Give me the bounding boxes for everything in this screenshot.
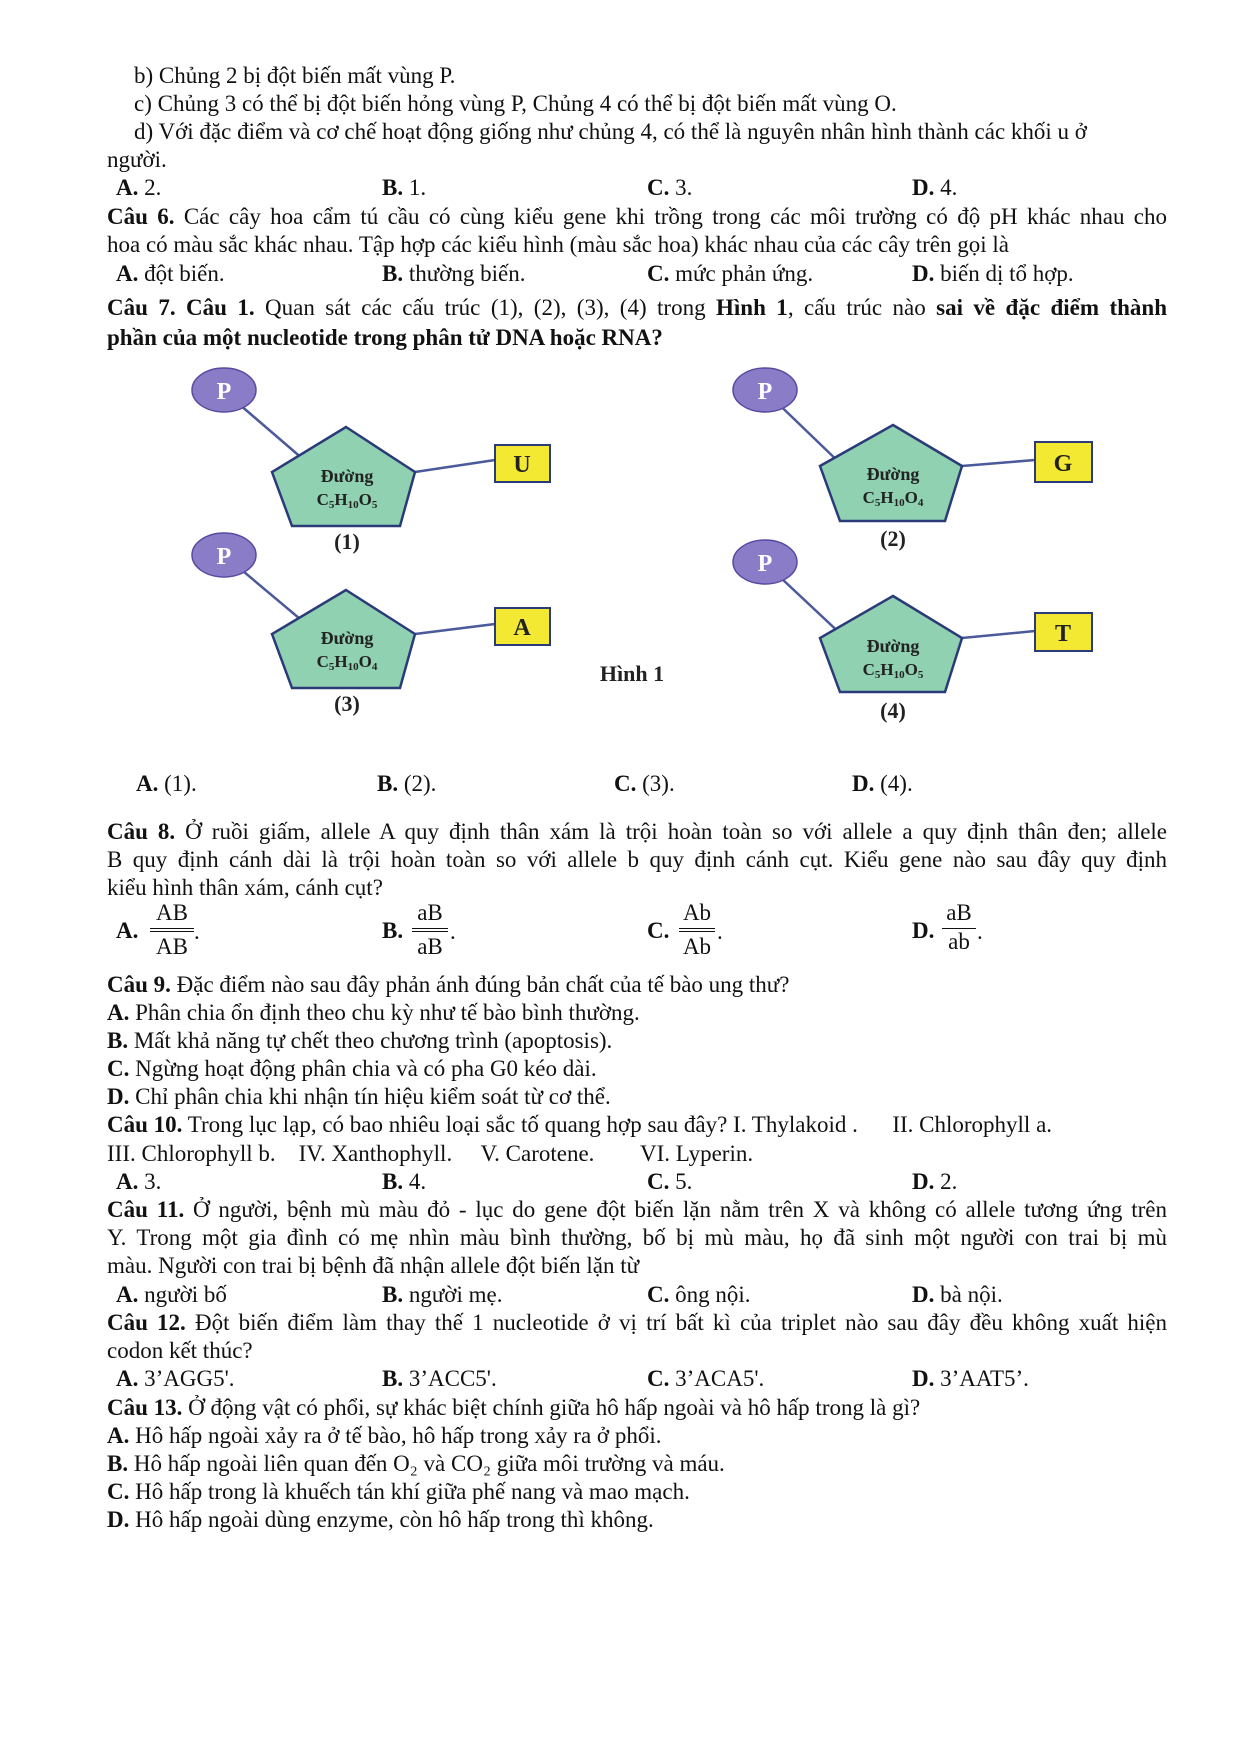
question-12-text: Câu 12. Đột biến điểm làm thay thế 1 nucleotide ở vị trí bất kì của triplet nào sau đây đều không xuất hiện <box>107 1310 1167 1335</box>
nucleotide-figure <box>0 0 1241 760</box>
genotype-fraction: aB aB <box>412 900 448 960</box>
answer-option-label: B. <box>382 918 404 943</box>
answer-option: B. 4. <box>382 1169 427 1194</box>
answer-option: B. Mất khả năng tự chết theo chương trình (apoptosis). <box>107 1028 613 1053</box>
answer-option: B. người mẹ. <box>382 1282 503 1307</box>
answer-option: C. 3’ACA5'. <box>647 1366 765 1391</box>
answer-option: A. 2. <box>116 175 162 200</box>
punctuation: . <box>450 919 456 944</box>
figure-caption: Hình 1 <box>599 661 665 686</box>
question-11-text: Câu 11. Ở người, bệnh mù màu đỏ - lục do gene đột biến lặn nằm trên X và không có allele tương ứng trên <box>107 1197 1168 1222</box>
question-10-text: Câu 10. Trong lục lạp, có bao nhiêu loại sắc tố quang hợp sau đây? I. Thylakoid . II. Chlorophyll a. <box>107 1112 1053 1137</box>
answer-option: D. 3’AAT5’. <box>912 1366 1029 1391</box>
structure-label: (3) <box>334 691 360 716</box>
structure-label: (2) <box>880 526 906 551</box>
question-6-text-cont: hoa có màu sắc khác nhau. Tập hợp các kiểu hình (màu sắc hoa) khác nhau của các cây trên gọi là <box>107 232 1009 257</box>
base-label: G <box>1053 451 1073 477</box>
answer-option: B. 3’ACC5'. <box>382 1366 497 1391</box>
genotype-fraction: aB ab <box>942 900 976 955</box>
answer-option: D. (4). <box>852 771 913 796</box>
answer-option: B. 1. <box>382 175 427 200</box>
answer-option: D. biến dị tổ hợp. <box>912 261 1074 286</box>
question-7-text-cont: phần của một nucleotide trong phân tử DNA hoặc RNA? <box>107 325 663 350</box>
answer-option: C. mức phản ứng. <box>647 261 814 286</box>
answer-option: B. thường biến. <box>382 261 526 286</box>
answer-option: B. Hô hấp ngoài liên quan đến O₂ và CO₂ giữa môi trường và máu. <box>107 1451 725 1476</box>
structure-label: (4) <box>880 698 906 723</box>
answer-option: D. Hô hấp ngoài dùng enzyme, còn hô hấp trong thì không. <box>107 1507 654 1532</box>
punctuation: . <box>717 919 723 944</box>
question-8-text: Câu 8. Ở ruồi giấm, allele A quy định thân xám là trội hoàn toàn so với allele a quy định thân đen; allele <box>107 819 1168 844</box>
answer-option: A. (1). <box>136 771 197 796</box>
question-10-text-cont: III. Chlorophyll b. IV. Xanthophyll. V. Carotene. VI. Lyperin. <box>107 1141 754 1166</box>
sugar-label: Đường <box>866 636 920 656</box>
answer-option: C. Ngừng hoạt động phân chia và có pha G0 kéo dài. <box>107 1056 597 1081</box>
sugar-formula: C5H10O5 <box>862 660 924 681</box>
genotype-fraction: Ab Ab <box>679 900 715 960</box>
answer-option: A. đột biến. <box>116 261 225 286</box>
sugar-formula: C5H10O5 <box>316 490 378 511</box>
answer-option: D. 2. <box>912 1169 958 1194</box>
question-8-text-cont: kiểu hình thân xám, cánh cụt? <box>107 875 383 900</box>
base-label: A <box>513 615 531 641</box>
punctuation: . <box>977 919 983 944</box>
question-9-text: Câu 9. Đặc điểm nào sau đây phản ánh đúng bản chất của tế bào ung thư? <box>107 972 790 997</box>
phosphate-label: P <box>757 379 773 405</box>
answer-option: A. Hô hấp ngoài xảy ra ở tế bào, hô hấp trong xảy ra ở phổi. <box>107 1423 662 1448</box>
question-7-text: Câu 7. Câu 1. Quan sát các cấu trúc (1), (2), (3), (4) trong Hình 1, cấu trúc nào sai về đặc điểm thành <box>107 295 1167 320</box>
phosphate-label: P <box>216 544 232 570</box>
answer-option-label: C. <box>647 918 670 943</box>
statement-b: b) Chủng 2 bị đột biến mất vùng P. <box>134 63 456 88</box>
nucleotide-structure-2 <box>733 368 1092 551</box>
answer-option: D. Chỉ phân chia khi nhận tín hiệu kiểm soát từ cơ thể. <box>107 1084 611 1109</box>
nucleotide-structure-3 <box>192 533 550 716</box>
phosphate-label: P <box>216 379 232 405</box>
phosphate-label: P <box>757 551 773 577</box>
question-6-text: Câu 6. Các cây hoa cẩm tú cầu có cùng kiểu gene khi trồng trong các môi trường có độ pH khác nhau cho <box>107 204 1168 229</box>
base-label: U <box>513 452 531 478</box>
question-8-text-cont: B quy định cánh dài là trội hoàn toàn so với allele b quy định cánh cụt. Kiểu gene nào sau đây quy định <box>107 847 1167 872</box>
answer-option: A. người bố <box>116 1282 227 1307</box>
question-11-text-cont: màu. Người con trai bị bệnh đã nhận allele đột biến lặn từ <box>107 1253 640 1278</box>
answer-option: C. Hô hấp trong là khuếch tán khí giữa phế nang và mao mạch. <box>107 1479 690 1504</box>
statement-d: d) Với đặc điểm và cơ chế hoạt động giống như chủng 4, có thể là nguyên nhân hình thành các khối u ở <box>134 119 1087 144</box>
answer-option: A. 3’AGG5'. <box>116 1366 235 1391</box>
sugar-label: Đường <box>320 466 374 486</box>
question-13-text: Câu 13. Ở động vật có phổi, sự khác biệt chính giữa hô hấp ngoài và hô hấp trong là gì? <box>107 1395 921 1420</box>
answer-option-label: A. <box>116 918 139 943</box>
genotype-fraction: AB AB <box>150 900 194 960</box>
question-11-text-cont: Y. Trong một gia đình có mẹ nhìn màu bình thường, bố bị mù màu, họ đã sinh một người con trai bị mù <box>107 1225 1167 1250</box>
nucleotide-structure-1 <box>192 368 550 554</box>
sugar-label: Đường <box>866 464 920 484</box>
nucleotide-structure-4 <box>733 540 1092 723</box>
answer-option: A. Phân chia ổn định theo chu kỳ như tế bào bình thường. <box>107 1000 640 1025</box>
answer-option: B. (2). <box>377 771 437 796</box>
sugar-formula: C5H10O4 <box>316 652 378 673</box>
question-12-text-cont: codon kết thúc? <box>107 1338 253 1363</box>
answer-option-label: D. <box>912 918 935 943</box>
structure-label: (1) <box>334 529 360 554</box>
answer-option: A. 3. <box>116 1169 162 1194</box>
answer-option: C. 5. <box>647 1169 693 1194</box>
statement-d-cont: người. <box>107 147 167 172</box>
statement-c: c) Chủng 3 có thể bị đột biến hỏng vùng P, Chủng 4 có thể bị đột biến mất vùng O. <box>134 91 897 116</box>
sugar-label: Đường <box>320 628 374 648</box>
punctuation: . <box>194 919 200 944</box>
sugar-formula: C5H10O4 <box>862 488 924 509</box>
answer-option: D. 4. <box>912 175 958 200</box>
answer-option: C. ông nội. <box>647 1282 751 1307</box>
answer-option: C. (3). <box>614 771 675 796</box>
answer-option: D. bà nội. <box>912 1282 1003 1307</box>
base-label: T <box>1054 621 1072 647</box>
answer-option: C. 3. <box>647 175 693 200</box>
